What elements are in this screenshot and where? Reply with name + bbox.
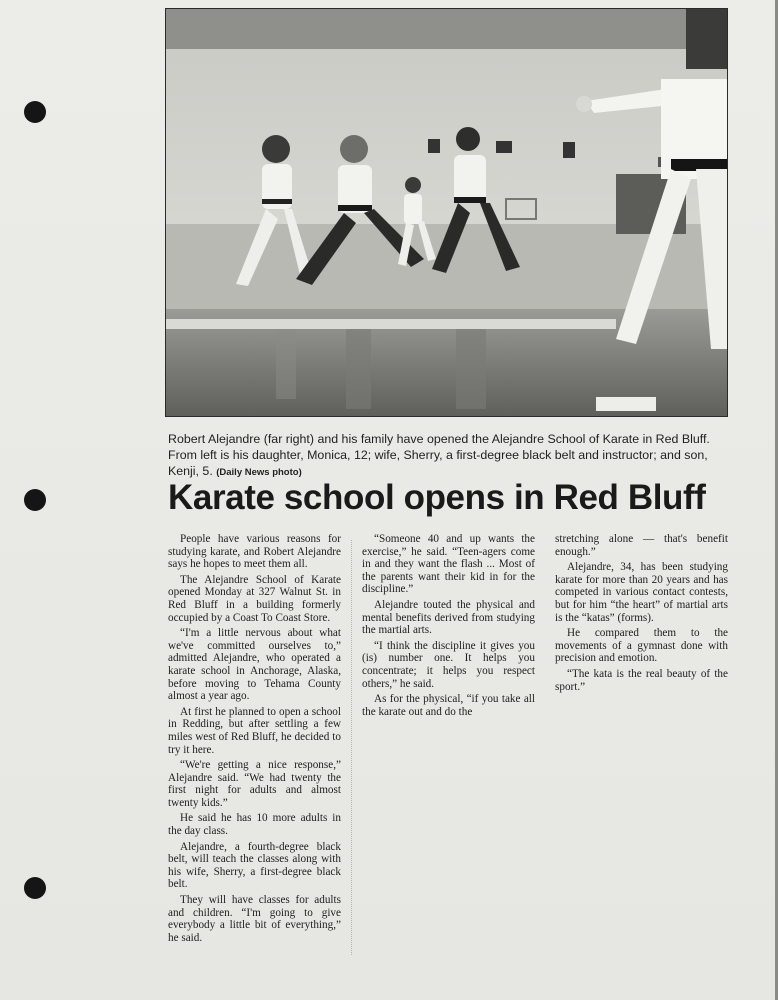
punch-hole-middle — [24, 489, 46, 511]
paragraph: “I think the discipline it gives you (is) number one. It helps you concentrate; it helps you respect others,” he said. — [362, 639, 535, 690]
article-headline: Karate school opens in Red Bluff — [168, 478, 706, 517]
paragraph: stretching alone — that's benefit enough.” — [555, 533, 728, 558]
paragraph: “Someone 40 and up wants the exercise,” he said. “Teen-agers come in and they want the flash ... Most of the parents want their kid in for the discipline.” — [362, 533, 535, 596]
paragraph: People have various reasons for studying karate, and Robert Alejandre says he hopes to meet them all. — [168, 533, 341, 571]
paragraph: He said he has 10 more adults in the day class. — [168, 812, 341, 838]
photo-caption — [168, 431, 732, 481]
paragraph: The Alejandre School of Karate opened Monday at 327 Walnut St. in Red Bluff in a building formerly occupied by a Coast To Coast Store. — [168, 573, 341, 624]
paragraph: Alejandre, a fourth-degree black belt, will teach the classes along with his wife, Sherry, a first-degree black belt. — [168, 840, 341, 891]
paragraph: “The kata is the real beauty of the sport.” — [555, 667, 728, 693]
paragraph: At first he planned to open a school in Redding, but after settling a few miles west of Red Bluff, he decided to try it here. — [168, 705, 341, 756]
karate-family-photo — [165, 8, 728, 417]
paragraph: Alejandre touted the physical and mental benefits derived from studying the martial arts. — [362, 598, 535, 637]
paragraph: “We're getting a nice response,” Alejandre said. “We had twenty the first night for adults and almost twenty kids.” — [168, 759, 341, 809]
paragraph: They will have classes for adults and children. “I'm going to give everybody a little bit of everything,” he said. — [168, 894, 341, 944]
article-column-3 — [555, 533, 728, 696]
article-column-2 — [362, 533, 535, 721]
punch-hole-top — [24, 101, 46, 123]
caption-text: Robert Alejandre (far right) and his family have opened the Alejandre School of Karate in Red Bluff. From left is his daughter, Monica, 12; wife, Sherry, a first-degree black belt and instructor; and son, Kenji, 5. — [168, 432, 710, 478]
punch-hole-bottom — [24, 877, 46, 899]
paragraph: Alejandre, 34, has been studying karate for more than 20 years and has competed in various contact contests, but for him “the heart” of martial arts is the “katas” (forms). — [555, 561, 728, 624]
paragraph: He compared them to the movements of a gymnast done with precision and emotion. — [555, 627, 728, 665]
column-divider — [351, 540, 352, 955]
paragraph: As for the physical, “if you take all the karate out and do the — [362, 693, 535, 718]
photo-credit: (Daily News photo) — [216, 467, 302, 478]
paragraph: “I'm a little nervous about what we've committed ourselves to,” admitted Alejandre, who operated a karate school in Anchorage, Alaska, before moving to Tehama County almost a year ago. — [168, 627, 341, 703]
photo-illustration — [166, 9, 727, 416]
article-column-1 — [168, 533, 341, 947]
